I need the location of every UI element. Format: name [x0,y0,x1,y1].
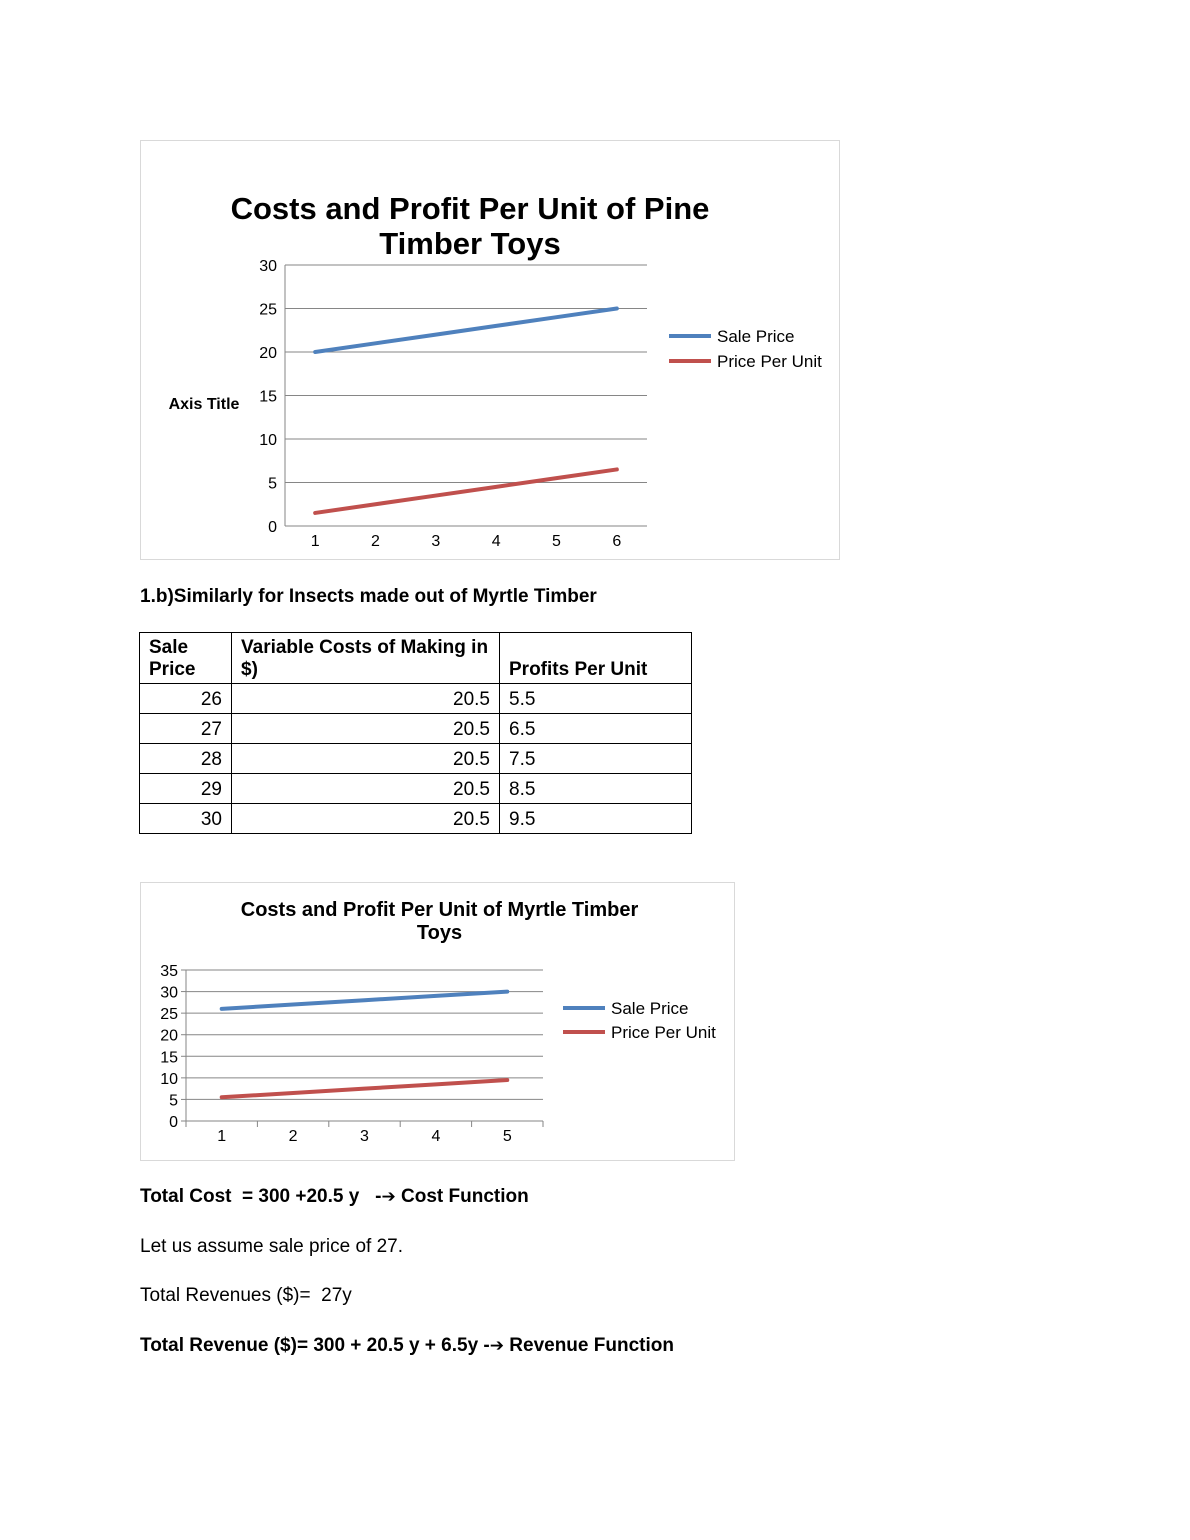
total-revenues-line: Total Revenues ($)= 27y [140,1285,352,1306]
profit-cell: 9.5 [500,804,692,834]
x-tick-label: 1 [217,1128,227,1145]
myrtle-cost-table [139,632,692,834]
table-row [140,714,692,744]
cost-function-lhs: Total Cost = 300 +20.5 y - [140,1186,382,1207]
assume-sale-price-line: Let us assume sale price of 27. [140,1236,403,1257]
chart-title-line: Timber Toys [379,225,561,261]
cost-function-rhs: Cost Function [395,1186,529,1207]
y-axis-title: Axis Title [168,396,240,413]
header-profits-per-unit: Profits Per Unit [500,633,692,684]
y-tick-label: 20 [160,1027,178,1045]
profit-cell: 5.5 [500,684,692,714]
y-tick-label: 15 [259,388,277,406]
variable-cost-cell: 20.5 [232,684,500,714]
y-tick-label: 5 [169,1092,178,1110]
table-row [140,744,692,774]
revenue-function-rhs: Revenue Function [504,1335,674,1356]
table-row [140,774,692,804]
x-tick-label: 5 [552,533,561,550]
arrow-right-icon: ➔ [489,1336,504,1355]
sale-price-cell: 29 [140,774,232,804]
series-line-0 [315,309,617,353]
sale-price-cell: 28 [140,744,232,774]
x-tick-label: 6 [612,533,622,550]
profit-cell: 7.5 [500,744,692,774]
table-row [140,804,692,834]
legend-label: Sale Price [611,999,689,1018]
y-tick-label: 15 [160,1049,178,1067]
header-sale-price: Sale Price [140,633,232,684]
chart-title-line: Toys [416,922,463,944]
profit-cell: 6.5 [500,714,692,744]
y-tick-label: 25 [160,1006,178,1024]
chart-title-line: Costs and Profit Per Unit of Myrtle Timber [240,899,639,921]
cost-function-line [140,1186,529,1208]
x-tick-label: 2 [371,533,380,550]
x-tick-label: 1 [310,533,320,550]
y-tick-label: 5 [268,475,277,493]
y-tick-label: 0 [169,1114,178,1131]
header-variable-costs: Variable Costs of Making in $) [232,633,500,684]
x-tick-label: 2 [288,1128,298,1145]
sale-price-cell: 27 [140,714,232,744]
y-tick-label: 20 [259,345,277,362]
x-tick-label: 3 [431,533,441,550]
y-tick-label: 0 [268,519,277,536]
y-tick-label: 10 [160,1070,178,1088]
y-tick-label: 35 [160,963,178,980]
section-heading: 1.b)Similarly for Insects made out of Myrtle Timber [140,586,597,607]
y-tick-label: 30 [160,984,178,1002]
legend-label: Price Per Unit [611,1023,716,1042]
y-tick-label: 25 [259,301,277,319]
variable-cost-cell: 20.5 [232,744,500,774]
x-tick-label: 5 [502,1128,512,1145]
sale-price-cell: 26 [140,684,232,714]
variable-cost-cell: 20.5 [232,774,500,804]
y-tick-label: 30 [259,258,277,275]
table-row [140,684,692,714]
pine-timber-chart-svg [141,141,839,559]
x-tick-label: 4 [431,1128,441,1145]
profit-cell: 8.5 [500,774,692,804]
pine-timber-chart [140,140,840,560]
legend-label: Sale Price [717,327,795,346]
sale-price-cell: 30 [140,804,232,834]
x-tick-label: 3 [360,1128,369,1145]
x-tick-label: 4 [491,533,501,550]
legend-label: Price Per Unit [717,352,822,371]
y-tick-label: 10 [259,432,277,449]
variable-cost-cell: 20.5 [232,804,500,834]
table-header-row [140,633,692,684]
variable-cost-cell: 20.5 [232,714,500,744]
revenue-function-line [140,1335,674,1357]
myrtle-timber-chart-svg [141,883,734,1160]
chart-title-line: Costs and Profit Per Unit of Pine [230,190,710,226]
myrtle-timber-chart [140,882,735,1161]
series-line-1 [315,469,617,513]
revenue-function-lhs: Total Revenue ($)= 300 + 20.5 y + 6.5y - [140,1335,490,1356]
arrow-right-icon: ➔ [381,1187,396,1206]
